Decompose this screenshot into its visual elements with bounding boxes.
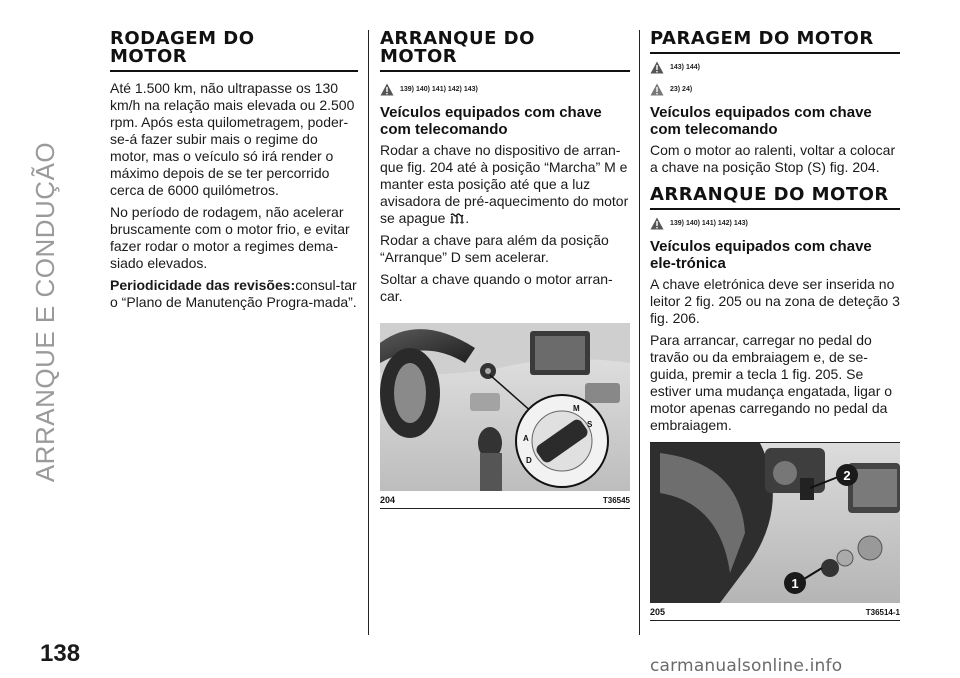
paragraph-text: consul-tar o “Plano de Manutenção Progra-mada”. — [110, 277, 357, 310]
paragraph-text: Rodar a chave no dispositivo de arran-que fig. 204 até à posição “Marcha” M e manter esta posição até que a luz avisadora de pré-aquecimento do motor se apague — [380, 142, 629, 226]
paragraph-bold-lead: Periodicidade das revisões: — [110, 277, 296, 293]
warning-references — [650, 214, 900, 232]
figure-number: 204 — [380, 495, 396, 505]
figure-204-illustration — [380, 323, 630, 491]
chapter-side-title: ARRANQUE E CONDUÇÃO — [30, 141, 60, 483]
section-heading-rodagem — [110, 30, 358, 66]
figure-rule — [380, 508, 630, 509]
heading-rule — [380, 70, 630, 72]
column-1 — [110, 30, 358, 316]
subheading: Veículos equipados com chave ele-trónica — [650, 238, 872, 272]
warning-triangle-icon — [650, 61, 664, 74]
preheat-warning-light-icon — [449, 212, 465, 224]
section-heading-arranque-2: ARRANQUE DO MOTOR — [650, 184, 889, 205]
figure-code: T36545 — [602, 495, 630, 505]
warning-triangle-icon — [380, 83, 394, 96]
heading-line: RODAGEM DO — [110, 28, 255, 49]
paragraph — [110, 277, 358, 311]
figure-caption — [650, 607, 900, 617]
warning-references — [650, 58, 900, 76]
paragraph: Com o motor ao ralenti, voltar a colocar a chave na posição Stop (S) fig. 204. — [650, 142, 896, 175]
paragraph: No período de rodagem, não acelerar bruscamente com o motor frio, e evitar fazer rodar o motor a regimes dema-siado elevados. — [110, 204, 350, 271]
column-2 — [380, 30, 630, 509]
figure-rule — [650, 620, 900, 621]
figure-number: 205 — [650, 607, 666, 617]
figure-205 — [650, 442, 900, 621]
paragraph: Soltar a chave quando o motor arran-car. — [380, 271, 613, 304]
watermark: carmanualsonline.info — [650, 656, 843, 676]
subheading: Veículos equipados com chave com telecomando — [380, 104, 602, 138]
subheading: Veículos equipados com chave com telecomando — [650, 104, 872, 138]
dial-label: M — [573, 404, 580, 413]
paragraph: A chave eletrónica deve ser inserida no leitor 2 fig. 205 ou na zona de deteção 3 fig. 206. — [650, 276, 900, 326]
dial-label: A — [523, 434, 529, 443]
reference-numbers: 23) 24) — [670, 85, 693, 93]
column-divider — [368, 30, 369, 635]
figure-code: T36514-1 — [865, 607, 900, 617]
ignition-key-illustration — [380, 323, 630, 491]
paragraph-text: . — [465, 210, 470, 226]
heading-line: MOTOR — [380, 46, 458, 67]
dial-label: S — [587, 420, 593, 429]
paragraph: Até 1.500 km, não ultrapasse os 130 km/h na relação mais elevada ou 2.500 rpm. Após esta quilometragem, poder-se-á fazer subir mais o regime do motor, mas o veículo só irá render o máximo depois de se ter percorrido cerca de 6000 quilómetros. — [110, 80, 355, 198]
figure-205-illustration — [650, 443, 900, 603]
caution-triangle-icon — [650, 83, 664, 96]
column-divider — [639, 30, 640, 635]
heading-line: MOTOR — [110, 46, 188, 67]
warning-references — [380, 80, 630, 98]
callout-1: 1 — [791, 576, 799, 591]
caution-references — [650, 80, 900, 98]
section-heading-paragem: PARAGEM DO MOTOR — [650, 28, 874, 49]
paragraph: Rodar a chave para além da posição “Arranque” D sem acelerar. — [380, 232, 609, 265]
figure-caption — [380, 495, 630, 505]
heading-rule — [110, 70, 358, 72]
column-3 — [650, 30, 900, 621]
start-button-illustration — [650, 443, 900, 603]
warning-triangle-icon — [650, 217, 664, 230]
paragraph — [380, 142, 630, 227]
reference-numbers: 139) 140) 141) 142) 143) — [400, 85, 478, 93]
section-heading-arranque — [380, 30, 630, 66]
heading-line: ARRANQUE DO — [380, 28, 535, 49]
reference-numbers: 139) 140) 141) 142) 143) — [670, 219, 748, 227]
paragraph: Para arrancar, carregar no pedal do travão ou da embraiagem e, de se-guida, premir a tecla 1 fig. 205. Se estiver uma mudança engatada, ligar o motor apenas carregando no pedal da embraiagem. — [650, 332, 893, 433]
heading-rule — [650, 52, 900, 54]
reference-numbers: 143) 144) — [670, 63, 700, 71]
figure-204 — [380, 323, 630, 509]
callout-2: 2 — [843, 468, 851, 483]
page-number: 138 — [40, 640, 81, 667]
dial-label: D — [526, 456, 532, 465]
heading-rule — [650, 208, 900, 210]
